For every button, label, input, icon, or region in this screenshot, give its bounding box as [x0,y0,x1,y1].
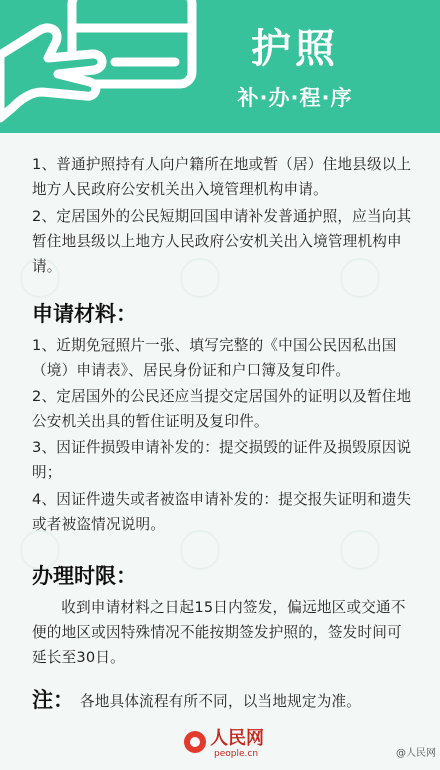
passport-card-icon [0,0,200,133]
intro-paragraph-1: 1、普通护照持有人向户籍所在地或暂（居）住地县级以上地方人民政府公安机关出入境管理机构申请。 [32,156,412,198]
materials-item: 4、因证件遗失或者被盗申请补发的：提交报失证明和遗失或者被盗情况说明。 [32,491,412,533]
note-title: 注： [32,688,74,712]
materials-item: 2、定居国外的公民还应当提交定居国外的证明以及暂住地公安机关出具的暂住证明及复印件。 [32,388,412,430]
logo-text: 人民网 [210,728,264,749]
logo-url: people.cn [214,749,259,759]
source-credit: @人民网 [396,748,436,759]
header-banner [0,0,440,133]
materials-item: 1、近期免冠照片一张、填写完整的《中国公民因私出国（境）申请表》、居民身份证和户口簿及复印件。 [32,337,397,379]
page-subtitle: 补·办·程·序 [237,86,353,110]
time-limit-text: 收到申请材料之日起15日内签发，偏远地区或交通不便的地区或因特殊情况不能按期签发护照的，签发时间可延长至30日。 [32,599,406,666]
note-text: 各地具体流程有所不同，以当地规定为准。 [80,693,362,710]
people-logo-icon [184,731,206,753]
materials-title: 申请材料： [32,302,137,326]
materials-item: 3、因证件损毁申请补发的：提交损毁的证件及损毁原因说明； [32,439,412,481]
people-logo [184,723,268,763]
intro-paragraph-2: 2、定居国外的公民短期回国申请补发普通护照，应当向其暂住地县级以上地方人民政府公安机关出入境管理机构申请。 [32,208,412,275]
time-limit-title: 办理时限： [32,564,137,588]
page-title: 护照 [251,26,339,72]
